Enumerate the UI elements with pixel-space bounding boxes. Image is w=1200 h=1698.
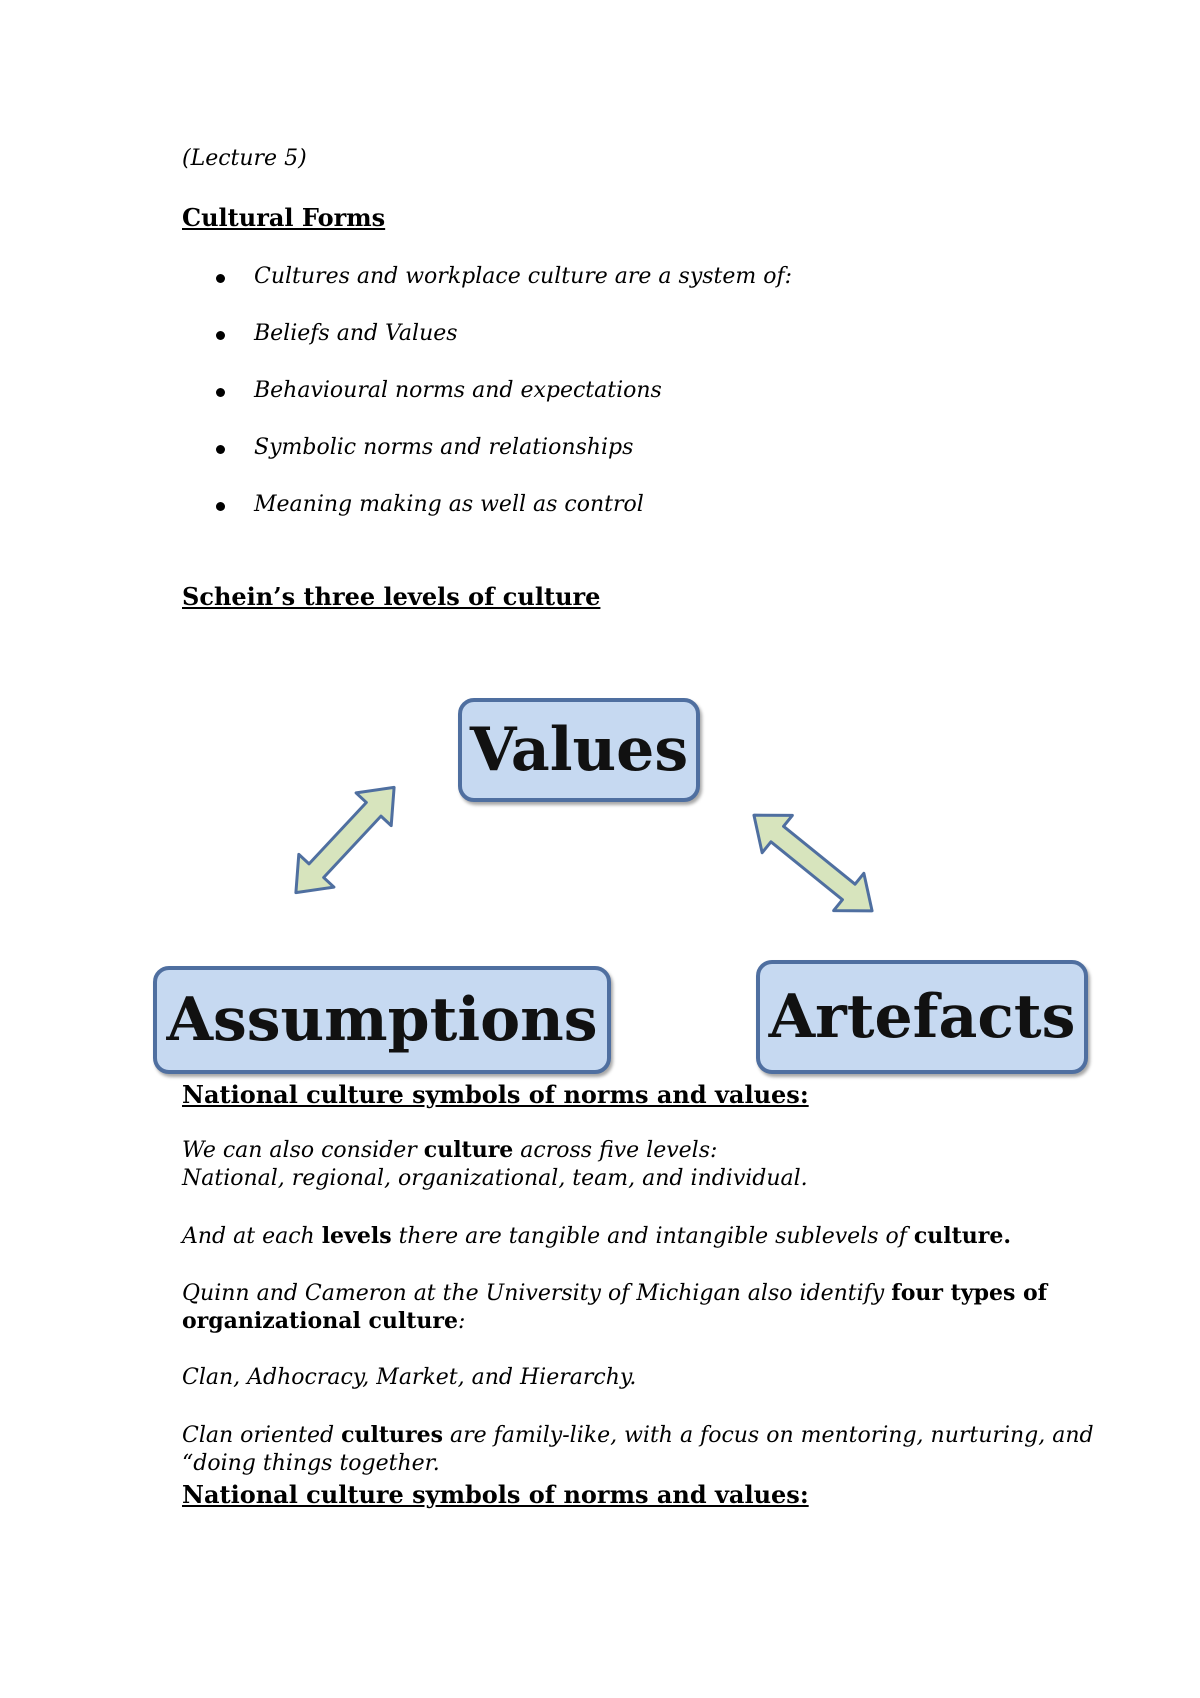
- paragraph-line: National, regional, organizational, team, and individual.: [182, 1166, 808, 1191]
- paragraph: We can also consider culture across five levels:: [182, 1137, 718, 1163]
- bullet-icon: [216, 445, 225, 454]
- values-label: Values: [469, 715, 689, 785]
- cultural-forms-list: [216, 263, 792, 548]
- double-arrow-icon: [280, 775, 410, 905]
- national-culture-heading-repeat: National culture symbols of norms and values:: [182, 1480, 809, 1509]
- artefacts-box: [756, 960, 1088, 1074]
- artefacts-label: Artefacts: [768, 982, 1076, 1052]
- bullet-icon: [216, 274, 225, 283]
- list-item: Meaning making as well as control: [216, 491, 792, 548]
- paragraph: And at each levels there are tangible and intangible sublevels of culture.: [182, 1223, 1012, 1249]
- bullet-icon: [216, 388, 225, 397]
- list-item: Cultures and workplace culture are a system of:: [216, 263, 792, 320]
- paragraph: Quinn and Cameron at the University of Michigan also identify four types of: [182, 1280, 1048, 1306]
- paragraph-line: organizational culture:: [182, 1308, 466, 1334]
- paragraph: Clan, Adhocracy, Market, and Hierarchy.: [182, 1365, 637, 1390]
- list-item: Beliefs and Values: [216, 320, 792, 377]
- bullet-icon: [216, 331, 225, 340]
- list-item: Behavioural norms and expectations: [216, 377, 792, 434]
- assumptions-box: [153, 966, 611, 1074]
- national-culture-heading: National culture symbols of norms and values:: [182, 1080, 809, 1109]
- values-box: [458, 698, 700, 802]
- bullet-icon: [216, 502, 225, 511]
- assumptions-label: Assumptions: [166, 985, 598, 1055]
- schein-heading: Schein’s three levels of culture: [182, 582, 601, 611]
- double-arrow-icon: [744, 805, 882, 921]
- paragraph-line: “doing things together.: [182, 1451, 440, 1476]
- list-item: Symbolic norms and relationships: [216, 434, 792, 491]
- paragraph: Clan oriented cultures are family-like, with a focus on mentoring, nurturing, and: [182, 1422, 1094, 1448]
- lecture-label: (Lecture 5): [182, 146, 307, 171]
- cultural-forms-heading: Cultural Forms: [182, 203, 386, 232]
